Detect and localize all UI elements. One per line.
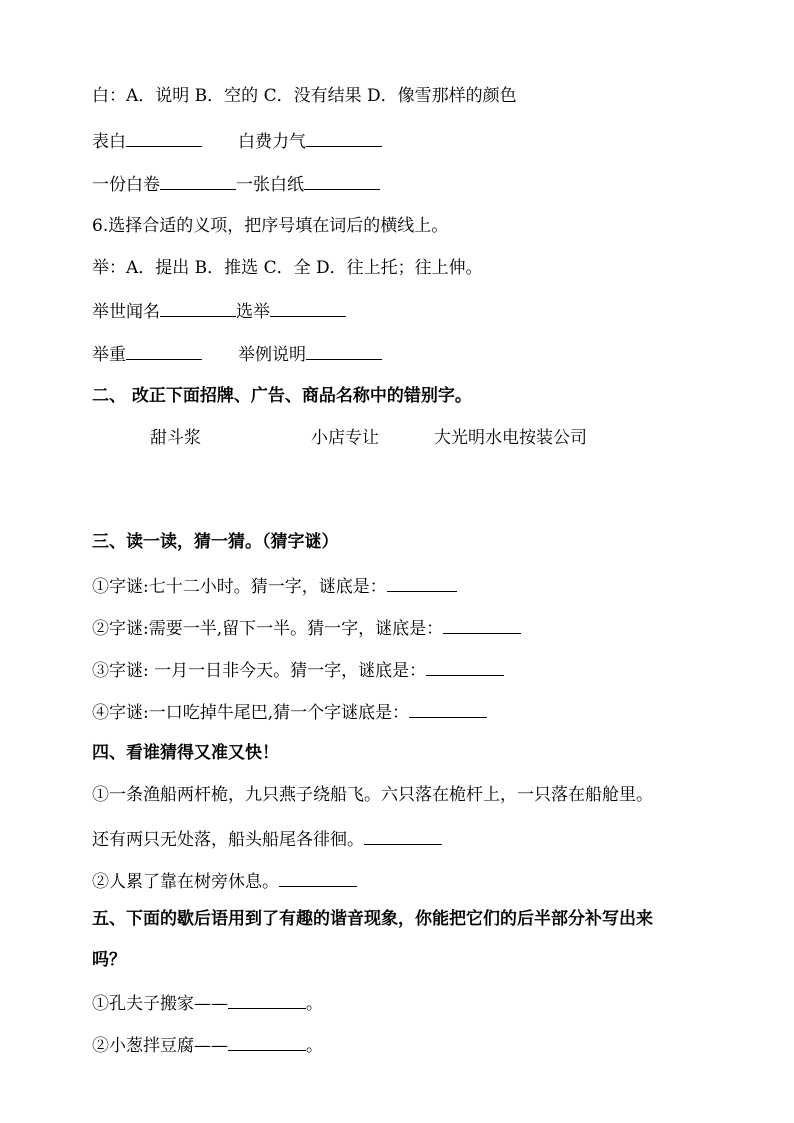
answer-blank[interactable]: [387, 573, 457, 592]
riddle-3: [92, 657, 504, 683]
answer-blank[interactable]: [160, 298, 236, 317]
riddle-4-text: ④字谜:一口吃掉牛尾巴,猜一个字谜底是：: [92, 703, 410, 723]
riddle-1-text: ①字谜:七十二小时。猜一字，谜底是：: [92, 577, 387, 597]
section-2-heading: 二、 改正下面招牌、广告、商品名称中的错别字。: [92, 386, 472, 406]
answer-blank[interactable]: [443, 615, 521, 634]
answer-blank[interactable]: [364, 826, 442, 845]
word-juzhong: 举重: [92, 345, 126, 365]
answer-blank[interactable]: [306, 128, 382, 147]
riddle-2-text: ②字谜:需要一半,留下一半。猜一字，谜底是：: [92, 619, 444, 639]
section-4-heading: 四、看谁猜得又准又快！: [92, 743, 279, 763]
answer-blank[interactable]: [126, 341, 202, 360]
ju-row-2: [92, 341, 382, 367]
word-xuanju: 选举: [236, 302, 270, 322]
xiehouyu-1-text: ①孔夫子搬家——: [92, 994, 228, 1014]
word-biaobai: 表白: [92, 132, 126, 152]
riddle-rest-text: ②人累了靠在树旁休息。: [92, 872, 279, 892]
answer-blank[interactable]: [409, 699, 487, 718]
answer-blank[interactable]: [306, 341, 382, 360]
riddle-1: [92, 573, 457, 599]
sign-item-3: 大光明水电按装公司: [434, 428, 587, 448]
riddle-2: [92, 615, 521, 641]
word-baifeiliqi: 白费力气: [238, 132, 306, 152]
riddle-rest: [92, 868, 357, 894]
answer-blank[interactable]: [228, 990, 306, 1009]
xiehouyu-1: [92, 990, 323, 1016]
answer-blank[interactable]: [160, 171, 236, 190]
word-jushiwenming: 举世闻名: [92, 302, 160, 322]
bai-row-2: [92, 171, 380, 197]
riddle-poem-line-2: [92, 826, 442, 852]
sign-item-2: 小店专让: [311, 428, 379, 448]
answer-blank[interactable]: [279, 868, 357, 887]
riddle-poem-line-1: ①一条渔船两杆桅，九只燕子绕船飞。六只落在桅杆上，一只落在船舱里。: [92, 785, 653, 805]
bai-row-1: [92, 128, 382, 154]
end-mark: 。: [306, 1036, 323, 1056]
section-3-heading: 三、读一读，猜一猜。（猜字谜）: [92, 532, 339, 552]
word-yifenbaijuan: 一份白卷: [92, 175, 160, 195]
answer-blank[interactable]: [228, 1032, 306, 1051]
xiehouyu-2: [92, 1032, 323, 1058]
riddle-poem-line-2-text: 还有两只无处落，船头船尾各徘徊。: [92, 830, 364, 850]
answer-blank[interactable]: [270, 298, 346, 317]
riddle-3-text: ③字谜: 一月一日非今天。猜一字，谜底是：: [92, 661, 427, 681]
word-yizhangbaizhi: 一张白纸: [236, 175, 304, 195]
section-5-heading-line-2: 吗？: [92, 950, 126, 970]
answer-blank[interactable]: [304, 171, 380, 190]
riddle-4: [92, 699, 487, 725]
answer-blank[interactable]: [426, 657, 504, 676]
end-mark: 。: [306, 994, 323, 1014]
word-julishuoming: 举例说明: [238, 345, 306, 365]
ju-row-1: [92, 298, 346, 324]
q6-instruction: 6.选择合适的义项，把序号填在词后的横线上。: [92, 216, 449, 236]
bai-definitions: 白：A．说明 B．空的 C．没有结果 D．像雪那样的颜色: [92, 86, 517, 106]
answer-blank[interactable]: [126, 128, 202, 147]
ju-definitions: 举：A．提出 B．推选 C．全 D．往上托；往上伸。: [92, 258, 483, 278]
section-5-heading-line-1: 五、下面的歇后语用到了有趣的谐音现象，你能把它们的后半部分补写出来: [92, 909, 653, 929]
xiehouyu-2-text: ②小葱拌豆腐——: [92, 1036, 228, 1056]
sign-item-1: 甜斗浆: [150, 428, 201, 448]
